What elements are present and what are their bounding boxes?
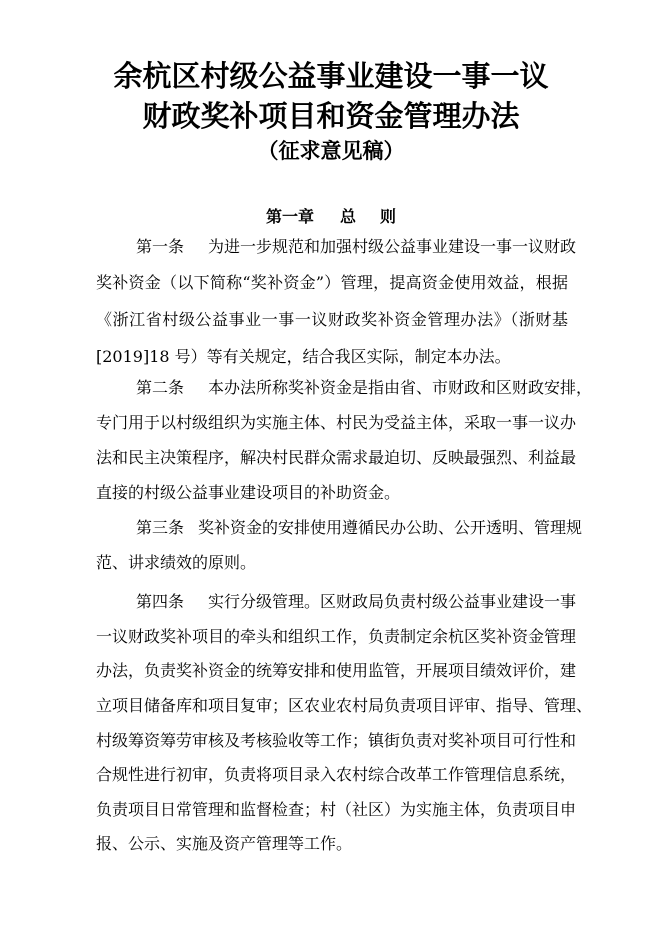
article-2-label: 第二条 <box>136 378 185 397</box>
title-line-2: 财政奖补项目和资金管理办法 <box>142 99 520 133</box>
article-1-line-2: 奖补资金（以下简称“奖补资金”）管理，提高资金使用效益，根据 <box>96 273 568 292</box>
title-line-1: 余杭区村级公益事业建设一事一议 <box>113 59 549 93</box>
article-4-line-1 <box>136 590 577 614</box>
article-1-line-4: [2019]18 号）等有关规定，结合我区实际，制定本办法。 <box>96 347 511 366</box>
article-2-line-1 <box>136 376 593 400</box>
article-4-line-6: 合规性进行初审，负责将项目录入农村综合改革工作管理信息系统， <box>96 765 577 784</box>
article-3-text: 奖补资金的安排使用遵循民办公助、公开透明、管理规 <box>198 518 583 537</box>
article-4-line-7: 负责项目日常管理和监督检查；村（社区）为实施主体，负责项目申 <box>96 800 577 819</box>
article-4-line-3: 办法，负责奖补资金的统筹安排和使用监管，开展项目绩效评价，建 <box>96 661 577 680</box>
subtitle: （征求意见稿） <box>257 139 405 163</box>
article-4-line-4: 立项目储备库和项目复审；区农业农村局负责项目评审、指导、管理、 <box>96 696 593 715</box>
article-2-line-4: 直接的村级公益事业建设项目的补助资金。 <box>96 483 401 502</box>
article-3-label: 第三条 <box>136 518 185 537</box>
article-2-text: 本办法所称奖补资金是指由省、市财政和区财政安排， <box>208 378 593 397</box>
article-3-line-2: 范、讲求绩效的原则。 <box>96 553 257 572</box>
article-4-label: 第四条 <box>136 592 185 611</box>
article-2-line-3: 法和民主决策程序，解决村民群众需求最迫切、反映最强烈、利益最 <box>96 448 577 467</box>
article-1-line-3: 《浙江省村级公益事业一事一议财政奖补资金管理办法》（浙财基 <box>96 310 568 329</box>
chapter-name-part1: 总 <box>339 207 356 226</box>
article-1-text: 为进一步规范和加强村级公益事业建设一事一议财政 <box>208 237 577 256</box>
article-2-line-2: 专门用于以村级组织为实施主体、村民为受益主体，采取一事一议办 <box>96 413 577 432</box>
article-4-line-5: 村级筹资筹劳审核及考核验收等工作；镇街负责对奖补项目可行性和 <box>96 731 577 750</box>
chapter-heading <box>0 206 662 228</box>
chapter-number: 第一章 <box>265 207 314 226</box>
article-1-label: 第一条 <box>136 237 185 256</box>
article-4-text: 实行分级管理。区财政局负责村级公益事业建设一事 <box>208 592 577 611</box>
article-3-line-1 <box>136 516 583 540</box>
article-4-line-8: 报、公示、实施及资产管理等工作。 <box>96 834 353 853</box>
chapter-name-part2: 则 <box>380 207 397 226</box>
article-4-line-2: 一议财政奖补项目的牵头和组织工作，负责制定余杭区奖补资金管理 <box>96 627 577 646</box>
article-1-line-1 <box>136 235 577 259</box>
